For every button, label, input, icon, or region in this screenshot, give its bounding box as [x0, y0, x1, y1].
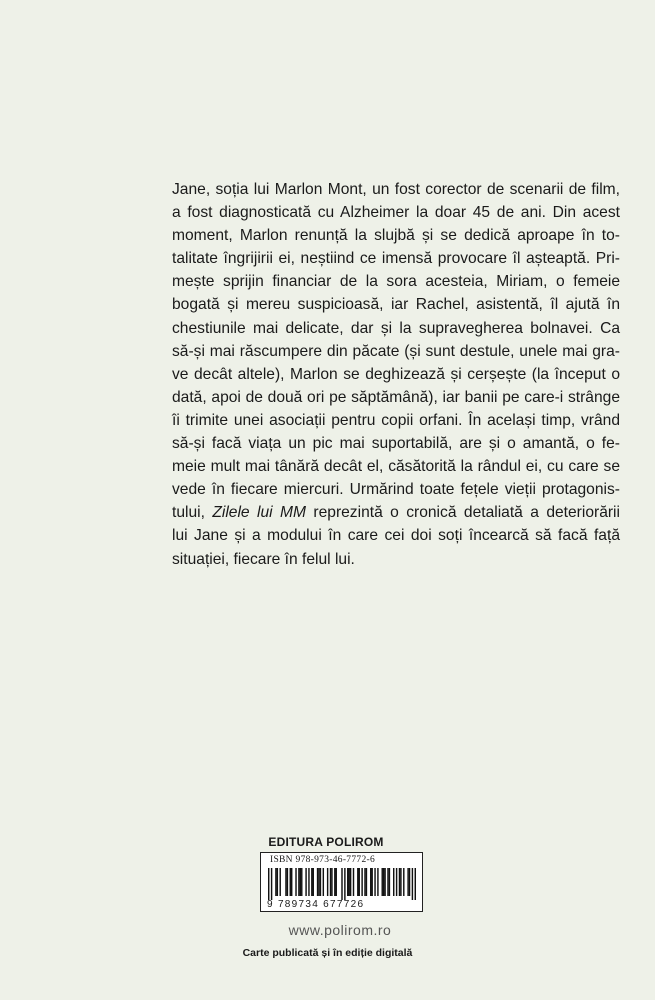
barcode-bar [271, 868, 272, 900]
barcode-bar [277, 868, 278, 896]
barcode-bar [318, 868, 319, 896]
isbn-text: ISBN 978-973-46-7772-6 [270, 855, 376, 865]
barcode-bar [295, 868, 296, 896]
barcode-bar [285, 868, 286, 896]
barcode-bar [393, 868, 394, 896]
blurb-line: să-și mai răscumpere din păcate (și sunt destule, unele mai gra- [172, 342, 620, 360]
barcode-bar [320, 868, 321, 896]
barcode-bar [327, 868, 328, 896]
barcode-bar [412, 868, 413, 900]
publisher-website: www.polirom.ro [288, 922, 392, 938]
barcode-bar [399, 868, 400, 896]
blurb-line: chestiunile mai delicate, dar și la supravegherea bolnavei. Ca [172, 319, 620, 337]
blurb-line: ve decât altele), Marlon se deghizează și cerșește (la început o [172, 365, 620, 383]
barcode-bar [371, 868, 372, 896]
blurb-line-prefix: tului, [172, 504, 213, 522]
blurb-line-with-title [172, 501, 620, 524]
barcode-bar [291, 868, 292, 896]
barcode-bar [308, 868, 309, 896]
barcode-bar [287, 868, 288, 896]
back-cover-blurb [172, 178, 620, 571]
barcode-bar [334, 868, 335, 896]
barcode-bar [396, 868, 397, 896]
barcode-bar [389, 868, 390, 896]
isbn-barcode-box [260, 852, 423, 912]
barcode-bar [290, 868, 291, 896]
barcode-number: 9 789734 677726 [267, 899, 365, 910]
barcode-bar [350, 868, 351, 896]
barcode-bar [370, 868, 371, 896]
barcode-bar [403, 868, 404, 896]
barcode-bar [317, 868, 318, 896]
blurb-line: talitate îngrijirii ei, neștiind ce imensă provocare îl așteaptă. Pri- [172, 250, 620, 268]
barcode-bar [275, 868, 276, 896]
barcode-bar [323, 868, 324, 896]
barcode-bar [382, 868, 383, 896]
blurb-line: vede în fiecare miercuri. Urmărind toate fețele vieții protagonis- [172, 481, 620, 499]
barcode-bar [331, 868, 332, 896]
barcode-bar [366, 868, 367, 896]
barcode-bar [336, 868, 337, 896]
barcode-bar [268, 868, 269, 900]
blurb-line: moment, Marlon renunță la slujbă și se dedică aproape în to- [172, 227, 620, 245]
barcode-bar [384, 868, 385, 896]
barcode-bar [330, 868, 331, 896]
barcode-bar [305, 868, 306, 896]
blurb-line: îi trimite unei asociații pentru copii orfani. În același timp, vrând [172, 411, 620, 429]
barcode-bar [348, 868, 349, 896]
blurb-line: mește sprijin financiar de la sora acesteia, Miriam, o femeie [172, 273, 620, 291]
barcode-bar [353, 868, 354, 896]
barcode-bar [387, 868, 388, 896]
blurb-line: să-și facă viața un pic mai suportabilă, are și o amantă, o fe- [172, 435, 620, 453]
blurb-line: a fost diagnosticată cu Alzheimer la doar 45 de ani. Din acest [172, 204, 620, 222]
blurb-line: bogată și mereu suspicioasă, iar Rachel, asistentă, îl ajută în [172, 296, 620, 314]
barcode-bar [374, 868, 375, 896]
barcode-image [264, 868, 420, 900]
barcode-bar [377, 868, 378, 896]
barcode-bar [407, 868, 408, 896]
blurb-line: lui Jane și a modului în care cei doi soți încearcă să facă față [172, 527, 620, 545]
blurb-line-last: situației, fiecare în felul lui. [172, 550, 355, 568]
barcode-bar [344, 868, 345, 900]
digital-edition-note: Carte publicată și în ediție digitală [242, 947, 413, 959]
barcode-bar [300, 868, 301, 896]
barcode-bar [301, 868, 302, 896]
blurb-line-rest: reprezintă o cronică detaliată a deteriorării [306, 504, 620, 522]
barcode-bar [347, 868, 348, 896]
barcode-bar [361, 868, 362, 896]
barcode-bar [341, 868, 342, 900]
barcode-bar [298, 868, 299, 896]
blurb-line: meie mult mai tânără decât el, căsătorită la rândul ei, cu care se [172, 458, 620, 476]
barcode-bar [400, 868, 401, 896]
blurb-line: dată, apoi de două ori pe săptămână), iar banii pe care-i strânge [172, 388, 620, 406]
book-title: Zilele lui MM [212, 504, 306, 522]
barcode-bar [415, 868, 416, 900]
barcode-bar [359, 868, 360, 896]
barcode-bar [409, 868, 410, 896]
barcode-bar [280, 868, 281, 896]
barcode-bar [364, 868, 365, 896]
barcode-bar [311, 868, 312, 896]
blurb-line: Jane, soția lui Marlon Mont, un fost corector de scenarii de film, [172, 181, 620, 198]
barcode-bar [313, 868, 314, 896]
publisher-name: EDITURA POLIROM [268, 835, 384, 849]
barcode-bar [383, 868, 384, 896]
barcode-bar [357, 868, 358, 896]
